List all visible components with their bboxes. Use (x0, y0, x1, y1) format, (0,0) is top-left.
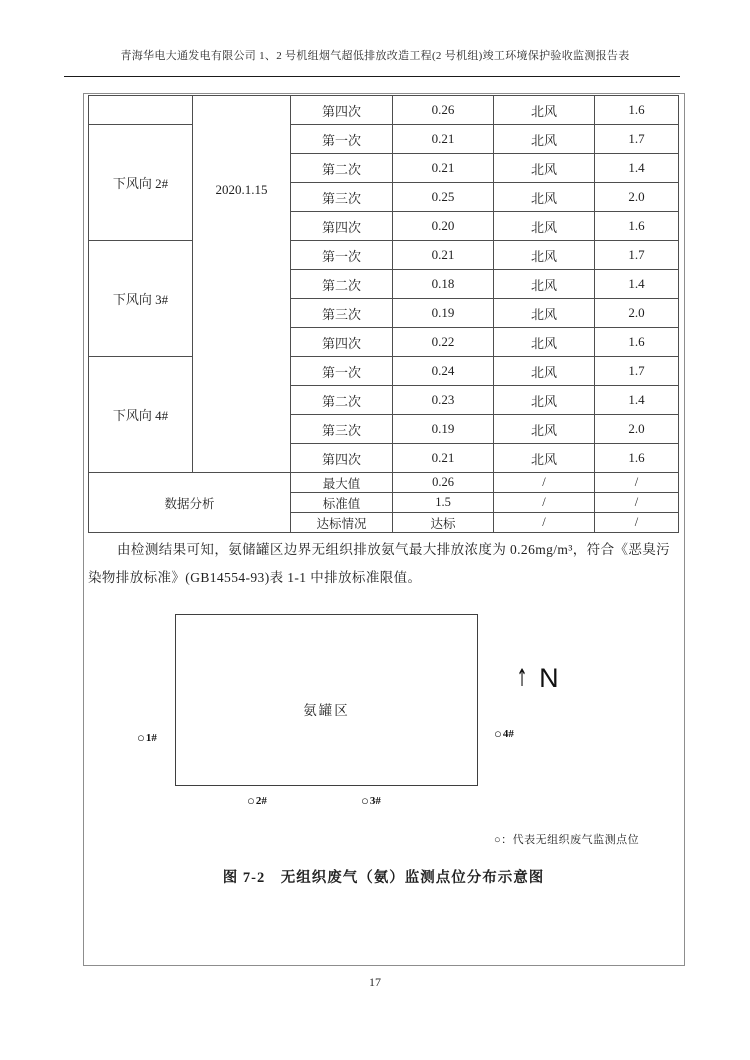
wind-speed-cell: 2.0 ↵ (595, 183, 679, 212)
site-cell-downwind-3: 下风向 3# (89, 241, 193, 357)
wind-speed-cell: 1.7 ↵ (595, 125, 679, 154)
concentration-cell: 0.22 (393, 328, 494, 357)
sample-seq-cell: 第二次 (291, 386, 393, 415)
analysis-item-cell: 标准值 (291, 493, 393, 513)
header-divider-line (64, 76, 680, 77)
wind-speed-cell: 1.6 ↵ (595, 444, 679, 473)
site-cell-downwind-2: 下风向 2# (89, 125, 193, 241)
analysis-slash-cell: / ↵ (595, 473, 679, 493)
monitoring-point-4 (494, 727, 514, 740)
monitoring-point-icon: ○ (361, 793, 369, 808)
wind-direction-cell: 北风 (494, 125, 595, 154)
wind-direction-cell: 北风 (494, 415, 595, 444)
concentration-cell: 0.21 (393, 125, 494, 154)
table-row (89, 357, 679, 386)
analysis-slash-cell: / (494, 473, 595, 493)
wind-direction-cell: 北风 (494, 270, 595, 299)
north-letter: N (539, 663, 559, 693)
conclusion-paragraph: 由检测结果可知，氨储罐区边界无组织排放氨气最大排放浓度为 0.26mg/m³，符合《恶臭污染物排放标准》(GB14554-93)表 1-1 中排放标准限值。 (88, 542, 671, 585)
wind-direction-cell: 北风 (494, 154, 595, 183)
monitoring-point-3 (361, 794, 381, 807)
analysis-slash-cell: / (494, 493, 595, 513)
wind-direction-cell: 北风 (494, 299, 595, 328)
analysis-slash-cell: / (494, 513, 595, 533)
monitoring-data-table (88, 95, 679, 533)
monitoring-point-1 (137, 731, 157, 744)
monitoring-point-icon: ○ (247, 793, 255, 808)
wind-speed-cell: 1.7 ↵ (595, 357, 679, 386)
concentration-cell: 0.18 (393, 270, 494, 299)
concentration-cell: 0.23 (393, 386, 494, 415)
north-indicator (512, 663, 559, 693)
table-row (89, 96, 679, 125)
wind-speed-cell: 1.7 ↵ (595, 241, 679, 270)
sample-seq-cell: 第二次 (291, 154, 393, 183)
site-cell-empty (89, 96, 193, 125)
wind-direction-cell: 北风 (494, 328, 595, 357)
concentration-cell: 0.19 (393, 299, 494, 328)
ammonia-tank-area-label: 氨罐区 (303, 703, 350, 718)
figure-caption: 图 7-2 无组织废气（氨）监测点位分布示意图 (222, 870, 545, 886)
monitoring-point-label: 1# (145, 731, 157, 744)
concentration-cell: 0.21 (393, 241, 494, 270)
analysis-value-cell: 达标 (393, 513, 494, 533)
table-row (89, 125, 679, 154)
wind-speed-cell: 1.6 ↵ (595, 328, 679, 357)
wind-direction-cell: 北风 (494, 386, 595, 415)
wind-direction-cell: 北风 (494, 96, 595, 125)
wind-direction-cell: 北风 (494, 212, 595, 241)
wind-direction-cell: 北风 (494, 183, 595, 212)
sample-seq-cell: 第一次 (291, 357, 393, 386)
concentration-cell: 0.19 (393, 415, 494, 444)
concentration-cell: 0.25 (393, 183, 494, 212)
wind-speed-cell: 2.0 ↵ (595, 299, 679, 328)
page-number: 17 (369, 975, 381, 989)
sample-seq-cell: 第一次 (291, 241, 393, 270)
sample-seq-cell: 第一次 (291, 125, 393, 154)
analysis-row (89, 473, 679, 493)
sample-seq-cell: 第三次 (291, 415, 393, 444)
monitoring-point-icon: ○ (137, 730, 145, 745)
monitoring-point-label: 3# (369, 794, 381, 807)
wind-direction-cell: 北风 (494, 357, 595, 386)
concentration-cell: 0.21 (393, 444, 494, 473)
sample-seq-cell: 第四次 (291, 212, 393, 241)
analysis-slash-cell: / ↵ (595, 493, 679, 513)
concentration-cell: 0.24 (393, 357, 494, 386)
sample-seq-cell: 第四次 (291, 96, 393, 125)
wind-speed-cell: 2.0 ↵ (595, 415, 679, 444)
concentration-cell: 0.26 (393, 96, 494, 125)
monitoring-point-2 (247, 794, 267, 807)
sample-seq-cell: 第三次 (291, 299, 393, 328)
wind-speed-cell: 1.6 ↵ (595, 212, 679, 241)
north-arrow-icon: ↑ (516, 664, 528, 692)
monitoring-point-label: 2# (255, 794, 267, 807)
analysis-item-cell: 最大值 (291, 473, 393, 493)
analysis-value-cell: 1.5 (393, 493, 494, 513)
analysis-slash-cell: / ↵ (595, 513, 679, 533)
diagram-legend: ○：代表无组织废气监测点位 (494, 834, 640, 846)
concentration-cell: 0.20 (393, 212, 494, 241)
sample-seq-cell: 第四次 (291, 328, 393, 357)
monitoring-point-label: 4# (502, 727, 514, 740)
wind-speed-cell: 1.4 ↵ (595, 386, 679, 415)
document-title: 青海华电大通发电有限公司 1、2 号机组烟气超低排放改造工程(2 号机组)竣工环境保护验收监测报告表 (120, 50, 630, 62)
analysis-value-cell: 0.26 (393, 473, 494, 493)
wind-speed-cell: 1.4 ↵ (595, 154, 679, 183)
sample-seq-cell: 第四次 (291, 444, 393, 473)
concentration-cell: 0.21 (393, 154, 494, 183)
sample-seq-cell: 第二次 (291, 270, 393, 299)
sampling-date-cell: 2020.1.15 (193, 96, 291, 473)
wind-direction-cell: 北风 (494, 444, 595, 473)
analysis-label-cell: 数据分析 (89, 473, 291, 533)
wind-speed-cell: 1.4 ↵ (595, 270, 679, 299)
sample-seq-cell: 第三次 (291, 183, 393, 212)
analysis-item-cell: 达标情况 (291, 513, 393, 533)
ammonia-tank-area-outline (175, 614, 478, 786)
site-cell-downwind-4: 下风向 4# (89, 357, 193, 473)
monitoring-point-icon: ○ (494, 726, 502, 741)
wind-direction-cell: 北风 (494, 241, 595, 270)
table-row (89, 241, 679, 270)
wind-speed-cell: 1.6 ↵ (595, 96, 679, 125)
